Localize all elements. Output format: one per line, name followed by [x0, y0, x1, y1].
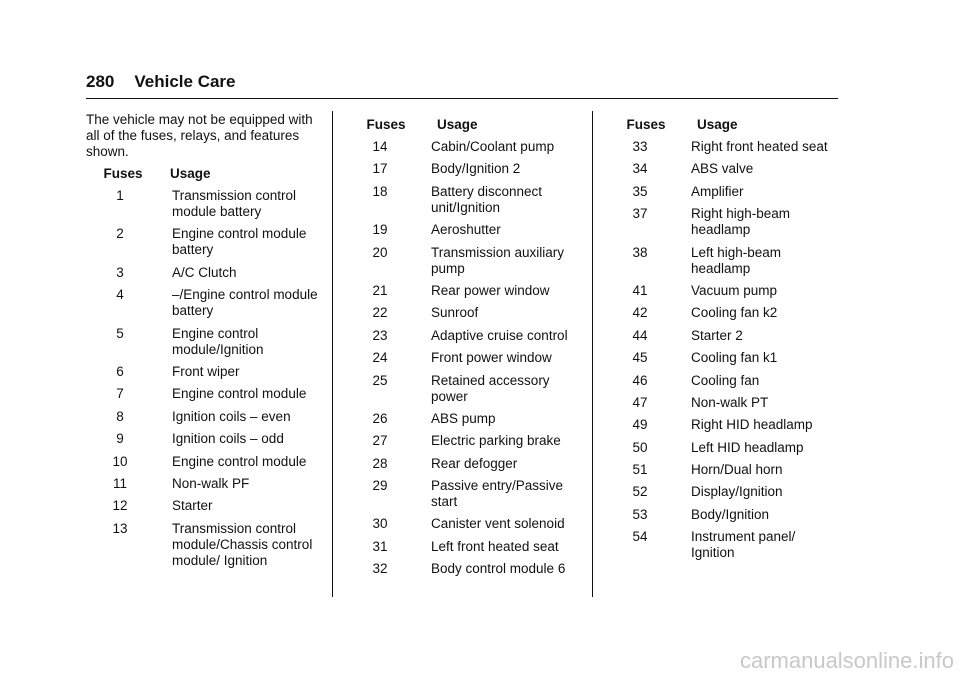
table-row — [605, 184, 838, 200]
fuse-usage: Engine control module — [172, 386, 307, 402]
watermark: carmanualsonline.info — [739, 648, 954, 673]
fuse-usage: Rear power window — [431, 282, 550, 298]
table-row — [345, 411, 585, 427]
fuse-usage: Ignition coils – odd — [172, 431, 284, 447]
fuse-usage: Sunroof — [431, 305, 479, 321]
fuse-number: 52 — [632, 484, 648, 500]
fuse-usage: Left high-beam headlamp — [691, 244, 782, 276]
fuse-number: 41 — [632, 282, 648, 298]
fuse-number: 10 — [112, 453, 128, 469]
fuse-number: 26 — [372, 410, 388, 426]
fuse-number: 38 — [632, 244, 648, 260]
table-row — [86, 409, 322, 425]
fuse-number: 33 — [632, 139, 648, 154]
table-row — [86, 265, 322, 281]
fuse-number: 24 — [372, 350, 388, 366]
fuse-usage: Non-walk PF — [172, 475, 250, 491]
fuse-number: 19 — [372, 222, 388, 238]
table-row — [86, 454, 322, 470]
fuse-number: 3 — [116, 264, 124, 280]
table-row — [86, 326, 322, 358]
fuse-usage: Right HID headlamp — [691, 417, 813, 433]
table-row — [605, 283, 838, 299]
table-row — [86, 498, 322, 514]
fuse-number: 46 — [632, 372, 648, 388]
table-row — [605, 139, 838, 155]
table-row — [345, 539, 585, 555]
fuse-number: 9 — [116, 431, 124, 447]
table-row — [605, 373, 838, 389]
fuse-number: 34 — [632, 161, 648, 177]
fuse-usage: Engine control module battery — [172, 226, 307, 258]
fuse-usage: Front wiper — [172, 363, 240, 379]
fuse-number: 2 — [116, 226, 124, 242]
fuse-number: 44 — [632, 327, 648, 343]
fuse-column-3 — [605, 117, 838, 568]
fuse-number: 21 — [372, 282, 388, 298]
fuse-number: 37 — [632, 206, 648, 222]
fuse-usage: Right front heated seat — [691, 139, 828, 154]
fuse-number: 13 — [112, 520, 128, 536]
fuse-usage: Front power window — [431, 350, 552, 366]
fuse-usage: Passive entry/Passive start — [431, 478, 564, 510]
fuse-number: 8 — [116, 408, 124, 424]
fuse-number: 29 — [372, 478, 388, 494]
table-row — [345, 139, 585, 155]
fuse-number: 50 — [632, 439, 648, 455]
header-rule — [86, 98, 838, 99]
table-row — [345, 561, 585, 577]
fuse-number: 1 — [116, 188, 124, 203]
table-row — [86, 226, 322, 258]
fuse-usage: Aeroshutter — [431, 222, 501, 238]
table-row — [86, 521, 322, 569]
fuse-usage: Canister vent solenoid — [431, 516, 565, 532]
fuse-usage: Electric parking brake — [431, 433, 561, 449]
table-row — [345, 478, 585, 510]
fuse-number: 12 — [112, 498, 128, 514]
table-row — [605, 529, 838, 561]
fuse-usage: Adaptive cruise control — [431, 327, 568, 343]
fuse-number: 31 — [372, 538, 388, 554]
fuse-number: 53 — [632, 506, 648, 522]
fuse-usage: Cooling fan k1 — [691, 350, 778, 366]
table-row — [605, 507, 838, 523]
fuse-number: 5 — [116, 325, 124, 341]
table-row — [605, 395, 838, 411]
fuse-usage: Battery disconnect unit/Ignition — [431, 183, 543, 215]
fuse-usage: Body/Ignition 2 — [431, 161, 521, 177]
fuse-usage: Display/Ignition — [691, 484, 783, 500]
fuse-usage: Non-walk PT — [691, 394, 769, 410]
page-title: Vehicle Care — [134, 72, 236, 91]
fuse-number: 17 — [372, 161, 388, 177]
fuse-usage: Right high-beam headlamp — [691, 206, 791, 238]
table-row — [86, 476, 322, 492]
fuse-usage: Body control module 6 — [431, 561, 566, 577]
fuse-usage: Engine control module — [172, 453, 307, 469]
fuse-usage: Left front heated seat — [431, 538, 559, 554]
table-row — [605, 206, 838, 238]
fuses-header: Fuses — [366, 117, 406, 132]
fuse-usage: Vacuum pump — [691, 282, 778, 298]
fuse-rows — [345, 139, 585, 577]
fuse-usage: ABS pump — [431, 410, 496, 426]
fuse-usage: Transmission control module/Chassis control module/ Ignition — [172, 520, 313, 568]
fuse-usage: Rear defogger — [431, 455, 518, 471]
fuse-number: 27 — [372, 433, 388, 449]
table-row — [345, 328, 585, 344]
table-row — [86, 364, 322, 380]
table-header — [86, 166, 322, 182]
fuse-column-1 — [86, 112, 322, 575]
table-row — [605, 417, 838, 433]
fuse-rows — [86, 188, 322, 569]
table-row — [345, 305, 585, 321]
intro-text: The vehicle may not be equipped with all of the fuses, relays, and features shown. — [86, 112, 313, 159]
usage-header: Usage — [697, 117, 738, 132]
fuse-usage: Starter 2 — [691, 327, 743, 343]
fuse-usage: Cooling fan k2 — [691, 305, 778, 321]
usage-header: Usage — [437, 117, 478, 132]
fuse-number: 42 — [632, 305, 648, 321]
table-row — [605, 462, 838, 478]
table-row — [86, 287, 322, 319]
table-row — [345, 283, 585, 299]
fuse-usage: A/C Clutch — [172, 264, 237, 280]
fuse-number: 30 — [372, 516, 388, 532]
table-row — [86, 386, 322, 402]
table-row — [345, 222, 585, 238]
table-row — [605, 305, 838, 321]
table-row — [605, 350, 838, 366]
table-header — [345, 117, 585, 133]
fuse-number: 20 — [372, 244, 388, 260]
fuse-number: 51 — [632, 462, 648, 478]
table-row — [345, 456, 585, 472]
column-divider — [592, 111, 593, 597]
fuse-number: 45 — [632, 350, 648, 366]
fuse-usage: Cabin/Coolant pump — [431, 139, 555, 154]
table-row — [605, 161, 838, 177]
fuses-header: Fuses — [103, 166, 143, 181]
fuses-header: Fuses — [626, 117, 666, 132]
fuse-usage: Starter — [172, 498, 213, 514]
fuse-column-2 — [345, 117, 585, 584]
table-row — [345, 350, 585, 366]
fuse-number: 23 — [372, 327, 388, 343]
table-row — [605, 484, 838, 500]
fuse-number: 4 — [116, 287, 124, 303]
fuse-usage: Transmission control module battery — [172, 188, 297, 219]
fuse-usage: ABS valve — [691, 161, 754, 177]
table-row — [345, 433, 585, 449]
fuse-number: 11 — [112, 475, 127, 491]
fuse-usage: Body/Ignition — [691, 506, 770, 522]
table-row — [86, 188, 322, 220]
fuse-usage: Horn/Dual horn — [691, 462, 783, 478]
table-row — [345, 184, 585, 216]
fuse-number: 7 — [116, 386, 124, 402]
usage-header: Usage — [170, 166, 211, 181]
fuse-usage: Amplifier — [691, 183, 744, 199]
fuse-usage: Ignition coils – even — [172, 408, 291, 424]
table-row — [345, 161, 585, 177]
table-header — [605, 117, 838, 133]
table-row — [86, 431, 322, 447]
table-row — [605, 440, 838, 456]
table-row — [345, 245, 585, 277]
fuse-usage: Left HID headlamp — [691, 439, 804, 455]
column-divider — [332, 111, 333, 597]
table-row — [345, 373, 585, 405]
fuse-usage: Instrument panel/ Ignition — [691, 529, 796, 561]
fuse-number: 14 — [372, 139, 388, 154]
fuse-usage: Engine control module/Ignition — [172, 325, 264, 357]
table-row — [605, 328, 838, 344]
fuse-usage: Retained accessory power — [431, 372, 550, 404]
fuse-number: 32 — [372, 561, 388, 577]
fuse-number: 54 — [632, 529, 648, 545]
fuse-number: 28 — [372, 455, 388, 471]
fuse-number: 47 — [632, 394, 648, 410]
fuse-number: 35 — [632, 183, 648, 199]
fuse-number: 18 — [372, 183, 388, 199]
fuse-usage: Cooling fan — [691, 372, 760, 388]
page-header — [86, 72, 236, 92]
fuse-rows — [605, 139, 838, 561]
page-number: 280 — [86, 72, 115, 91]
fuse-usage: Transmission auxiliary pump — [431, 244, 565, 276]
table-row — [345, 516, 585, 532]
table-row — [605, 245, 838, 277]
fuse-number: 6 — [116, 363, 124, 379]
fuse-number: 49 — [632, 417, 648, 433]
fuse-number: 22 — [372, 305, 388, 321]
fuse-number: 25 — [372, 372, 388, 388]
fuse-usage: –/Engine control module battery — [172, 287, 318, 319]
